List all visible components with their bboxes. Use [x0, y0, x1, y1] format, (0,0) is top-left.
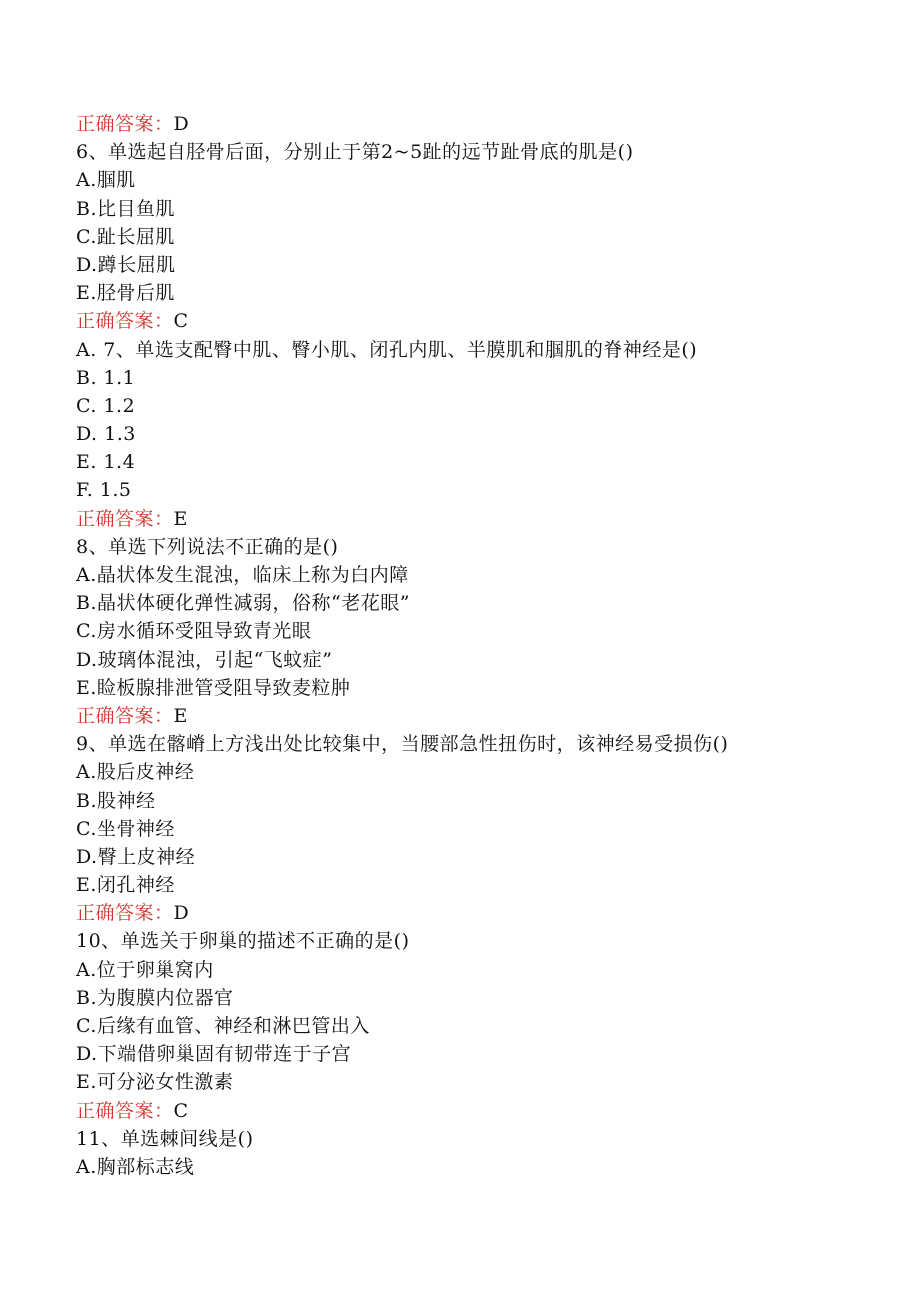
option-a: A.晶状体发生混浊，临床上称为白内障 [76, 564, 409, 586]
option-e: E.可分泌女性激素 [76, 1071, 234, 1094]
option-c: C.坐骨神经 [76, 817, 175, 840]
option-b: B.比目鱼肌 [76, 197, 176, 220]
option-a: A.股后皮神经 [76, 761, 195, 784]
answer-line [0, 307, 920, 335]
answer-value: E [173, 507, 188, 530]
answer-value: E [173, 704, 188, 727]
option-c: C.后缘有血管、神经和淋巴管出入 [76, 1015, 370, 1037]
option-a: A.腘肌 [76, 169, 136, 192]
answer-label: 正确答案： [76, 1099, 174, 1122]
answer-label: 正确答案： [76, 507, 174, 530]
answer-label: 正确答案： [76, 902, 174, 925]
answer-value: D [173, 902, 190, 925]
option-c: C. 1.2 [76, 394, 136, 417]
option-c: C.房水循环受阻导致青光眼 [76, 620, 312, 643]
option-d: D.下端借卵巢固有韧带连于子宫 [76, 1043, 352, 1066]
option-b: B.晶状体硬化弹性减弱，俗称“老花眼” [76, 592, 410, 615]
question-9: 9、单选在髂嵴上方浅出处比较集中，当腰部急性扭伤时，该神经易受损伤() [76, 733, 729, 756]
option-a: A.胸部标志线 [76, 1155, 195, 1178]
option-d: D.玻璃体混浊，引起“飞蚊症” [76, 648, 333, 671]
answer-line [0, 110, 920, 138]
option-c: C.趾长屈肌 [76, 225, 175, 248]
option-e: E. 1.4 [76, 451, 136, 474]
option-b: B.为腹膜内位器官 [76, 986, 234, 1009]
answer-label: 正确答案： [76, 113, 174, 135]
option-d: D.臀上皮神经 [76, 845, 196, 868]
answer-line [0, 899, 920, 927]
option-e: E.闭孔神经 [76, 874, 175, 897]
option-a: A.位于卵巢窝内 [76, 958, 214, 981]
answer-label: 正确答案： [76, 310, 174, 333]
answer-value: C [173, 1099, 189, 1122]
answer-label: 正确答案： [76, 704, 174, 727]
option-e: E.睑板腺排泄管受阻导致麦粒肿 [76, 676, 351, 699]
option-f: F. 1.5 [76, 479, 132, 502]
option-d: D.蹲长屈肌 [76, 253, 176, 276]
option-b: B. 1.1 [76, 366, 136, 389]
question-10: 10、单选关于卵巢的描述不正确的是() [76, 930, 410, 953]
answer-line [0, 702, 920, 730]
question-11: 11、单选棘间线是() [76, 1127, 254, 1150]
option-d: D. 1.3 [76, 423, 136, 446]
question-6: 6、单选起自胫骨后面，分别止于第2~5趾的远节趾骨底的肌是() [76, 141, 634, 164]
question-7: A. 7、单选支配臀中肌、臀小肌、闭孔内肌、半膜肌和腘肌的脊神经是() [76, 338, 698, 361]
answer-value: C [173, 310, 189, 333]
answer-line [0, 1097, 920, 1125]
document-body [0, 110, 920, 1181]
option-b: B.股神经 [76, 789, 156, 812]
answer-line [0, 505, 920, 533]
option-e: E.胫骨后肌 [76, 282, 175, 305]
question-8: 8、单选下列说法不正确的是() [76, 535, 339, 558]
answer-value: D [173, 113, 190, 135]
